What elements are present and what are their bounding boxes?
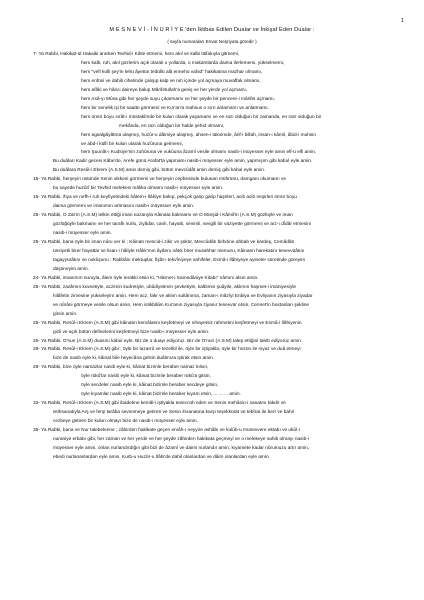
text-line: öyle kıyamlar nasib eyle ki, kâinat bizimle beraber kıyam etsin, ... ... ... amin.	[81, 392, 241, 398]
text-line: Bu duâları Kadir gecesi Kâbe'de, Arefe günü Arafat'ta yapmamı nasib-i müyesser eyle amin, yapmışım gibi kabul eyle amin.	[53, 159, 313, 165]
text-line: bize de nasib eyle ki, kâinat bile heyecâna gelsin duâlmıza iştirak etsin amin.	[53, 356, 215, 362]
text-line: 25- Ya Rabbi, Resûl-i Ekrem (A.S.M) gibi kâinatın kemâlatını keşfetmeyi ve nihayetsiz rahmetini keşfetmeyi ve Esmâ-i İlâhiyenin	[33, 320, 302, 326]
text-line: hilâfetin zirvesine yükseleyim amin. Hem acz, fakr ve aklım sultânıma, zaman-ı mâzîyi Enbiya ve Evliyanın ziyasıyla ziyadar	[53, 293, 313, 299]
document-subtitle: ( sayfa numaraları Envar Neşriyata göredir )	[167, 39, 257, 44]
text-line: 25- Ya Rabbi, O Zat'ın (A.S.M) telkin ettiği iman nazarıyla Kâinata bakmamı ve O Mürşid-i Kâmil'in (A.S.M) gözlüyle ve iman	[33, 213, 293, 219]
text-line: cezbeye getiren bir kulun olmayı bize de nasib-i müyesser eyle amin.	[53, 419, 198, 425]
text-line: müyesser eyle amin, onlan nurlandırdığın gibi bizi de âzamî ve daimi nurlandır amin, kıyamete kadar nûrumuzu artır amin,	[53, 445, 310, 451]
text-line: hem "vefl külli şey'in lehü âyetün tedüllü alâ ennehü vahid" hakikatına mazhar olmamı,	[81, 69, 263, 75]
text-line: nuraniye erbabı gibi, her zaman ve her yerde ve her şeyde zâhirden hakikata geçmeyi ve o melekeye sahib olmayı nasib-i	[53, 436, 309, 442]
text-line: 35- Ya Rabbi, bana ve Nur talebelerine ; zâhirden hakikate geçen ervâh-ı neyyire ashâbı ve kulûb-u münevvere ektabı ve ukûl-i	[33, 428, 300, 434]
document-body	[33, 51, 398, 463]
text-line: hem enfüsi ve dahili cihetinde çalışıp kalp ve ruh içinde yol açmaya muvaffak olmamı,	[81, 78, 261, 84]
text-line: hem agsalgâyâtma ulaşmış, huzûr-u dâimiye ulaşmış, ahsen-i takvimde, ârif-i billah, insan-ı kâmil, âbid-i muhsin	[81, 132, 316, 138]
text-line: 28- Ya Rabbi, bize öyle namazlar nasib eyle ki, kâinat bizimle beraber namaz kılsın,	[33, 365, 209, 371]
text-line: düşüneyim amin.	[53, 266, 89, 272]
text-line: öyle rükû'lar nasib eyle ki, kâinat bizimle beraber rükû'a gitsin,	[81, 374, 211, 380]
text-line: öyle secdeler nasib eyle ki, kâinat bizimle beraber secdeye gitsin,	[81, 383, 219, 389]
text-line: 7- Ya Rabbi, Hakikat-ül Hakaiki ararken Tevhid-i Kible etmemi, hem akıl ve kalbi ittifakıyla gitmemi,	[33, 52, 240, 57]
text-line: ebedi nurlananlardan eyle amin, Kurb-u Huzûr-u İlâhi'de dahil olanlardan ve dâim olanlardan eyle amin.	[53, 454, 270, 460]
page-number: 1	[400, 18, 404, 24]
text-line: hem Asâ-yı Mûsa gibi her şeyde suyu çıkarmamı ve her şeyde bir pencere-i mârifet açmamı,	[81, 96, 276, 102]
text-line: 25- Ya Rabbi, bana öyle bir iman nûru ver ki ; Kâinatı mescid-i zikir ve şükür, Mevcûdâtı birbirine ahbab ve kardeş, Cemâdâtı	[33, 240, 295, 246]
text-line: hem ömür boyu sırât-ı müstakîmde bir kulun olarak yaşamamı ve en razı olduğun bir zamanda, en razı olduğun bir	[81, 114, 322, 120]
text-line: ünsiyetli birer hayattar ve lisan-ı hâliyle Hâlık'ının âyâtını nâtık birer musahhar memuru, Kâinatın harekatını tenevvüâtını	[53, 248, 305, 254]
text-line: 15- Ya Rabbi, herşeyin üstünde Senin sikkeni görmemi ve herşeyin cephesinde bulunan mührünü, damganı okumamı ve	[33, 177, 287, 183]
text-line: Bu duâlara Resûl-i Ekrem (A.S.M) amin demiş gibi, bütün mevcûdât amin demiş gibi kabul eyle amin.	[53, 168, 266, 174]
text-line: ve nûrâni görmeye vesile olsun amin. Hem istikbâlim Kur'anın ziyasıyla ziyanır tenevvür etsin, Cennet'in bostanları şekline	[53, 302, 310, 308]
text-line: istihsanatıyla Arş ve ferşi tarâba sevimmeye getiren ve Senin ihsanatına karşı teşekkürat ve tebîrat ile berr ve bahri	[53, 410, 295, 416]
text-line: girsin amin.	[53, 311, 78, 317]
text-line: gözlüğüyle bakmamı ve her taraflı nurlu, ziyâdar, canlı, hayatlı, sevimli, sevgili bir vaziyette görmemi ve arz-ı dîdâr etmesini	[53, 222, 311, 228]
text-line: hem Şuunât-ı Kudsiye'nin zuhûruna ve vukûuna âzamî vesile olmamı nasib-i müyesser eyle amin elf-ü elfi amin.	[81, 150, 317, 156]
text-line: gizli ve açık bütün defineleri̇ni keşfetmeyi bize nasib-i müyesser eyle amin.	[53, 329, 210, 335]
text-line: 24- Ya Rabbi, imanımın nuruyla, âlem öyle terakki etsin ki, "Hikmet-i Samedâniye Kitabı" nâmını alsın amin.	[33, 275, 259, 281]
text-line: 15- Ya Rabbi, ihya ve nefh-i ruh keyfiyetindeki hâtem-i İlâhiye bakıp, pekçok garip garip haşirleri, acib acib neşirleri ömür boyu	[33, 195, 297, 201]
text-line: 26- Ya Rabbi, O'nun (A.S.M) duasını kabul eyle. Biz de o duayı ediyoruz. Biz de O'nun (A.S.M) talep ettiğini taleb ediyoruz amin.	[33, 338, 303, 344]
text-line: hem afâki ve hârici daireye bakıp Mârifetullah'a geniş ve her yerde yol açmamı,	[81, 87, 248, 93]
text-line: 28- Ya Rabbi, Resûl-i Ekrem (A.S.M) gibi ; öyle bir tazarrû ve tezellül ile, öyle bir iştiyakla, öyle bir hüzün ile niyaz ve duâ etmeyi	[33, 347, 301, 353]
text-line: tagayyürâtını ve nukûşunu ; Rabbâni mektuplar, İlşât-ı tekvîniyeye sahifeler, Esmâ-i İlâhiyeye ayineler süretinde göreyim	[53, 257, 306, 263]
text-line: mekânda, en razı olduğun bir halde şehid olmamı,	[119, 123, 225, 129]
text-line: 32- Ya Rabbi, Resûl-i Ekrem (A.S.M) gibi ibadetine kemâl-i iştiyakla teveccüh eden ve Senin mehâsin-i sanatını takdir ve	[33, 401, 286, 407]
text-line: nasib-i müyesser eyle amin.	[53, 231, 112, 237]
text-line: daima görmemi ve imanımın artmasını nasib-i müyesser eyle amin.	[53, 204, 195, 210]
text-line: hem bir senelik işi bir saatte görmemi ve Kur'an'a mahsus o sırrı anlamamı ve anlatmamı,	[81, 105, 269, 111]
document-title: M E S N E V İ - İ N U R İ Y E 'den İktibas Edilen Dualar ve İnkişaf Eden Dualar :	[109, 27, 315, 33]
text-line: 25- Ya Rabbi, zaafımın kuvvetiyle, aczimin kudretiyle, ubûdiyetimin şevketiyle, kalbimin şuâyile, aklımın haşmet-i imaniyesiyle	[33, 284, 297, 290]
text-line: hem kalb, ruh, akıl gözlerim açık olarak o yollarda, o makamlarda daima ilerlememi, yükselmemi,	[81, 60, 285, 66]
text-line: ve abd-i küllî bir kulun olarak huzûruna gelmemi,	[81, 141, 183, 147]
text-line: bu sayede huzûrî bir Tevhid melekesi mâlikü olmamı nasib-i müyesser eyle amin.	[53, 186, 224, 192]
